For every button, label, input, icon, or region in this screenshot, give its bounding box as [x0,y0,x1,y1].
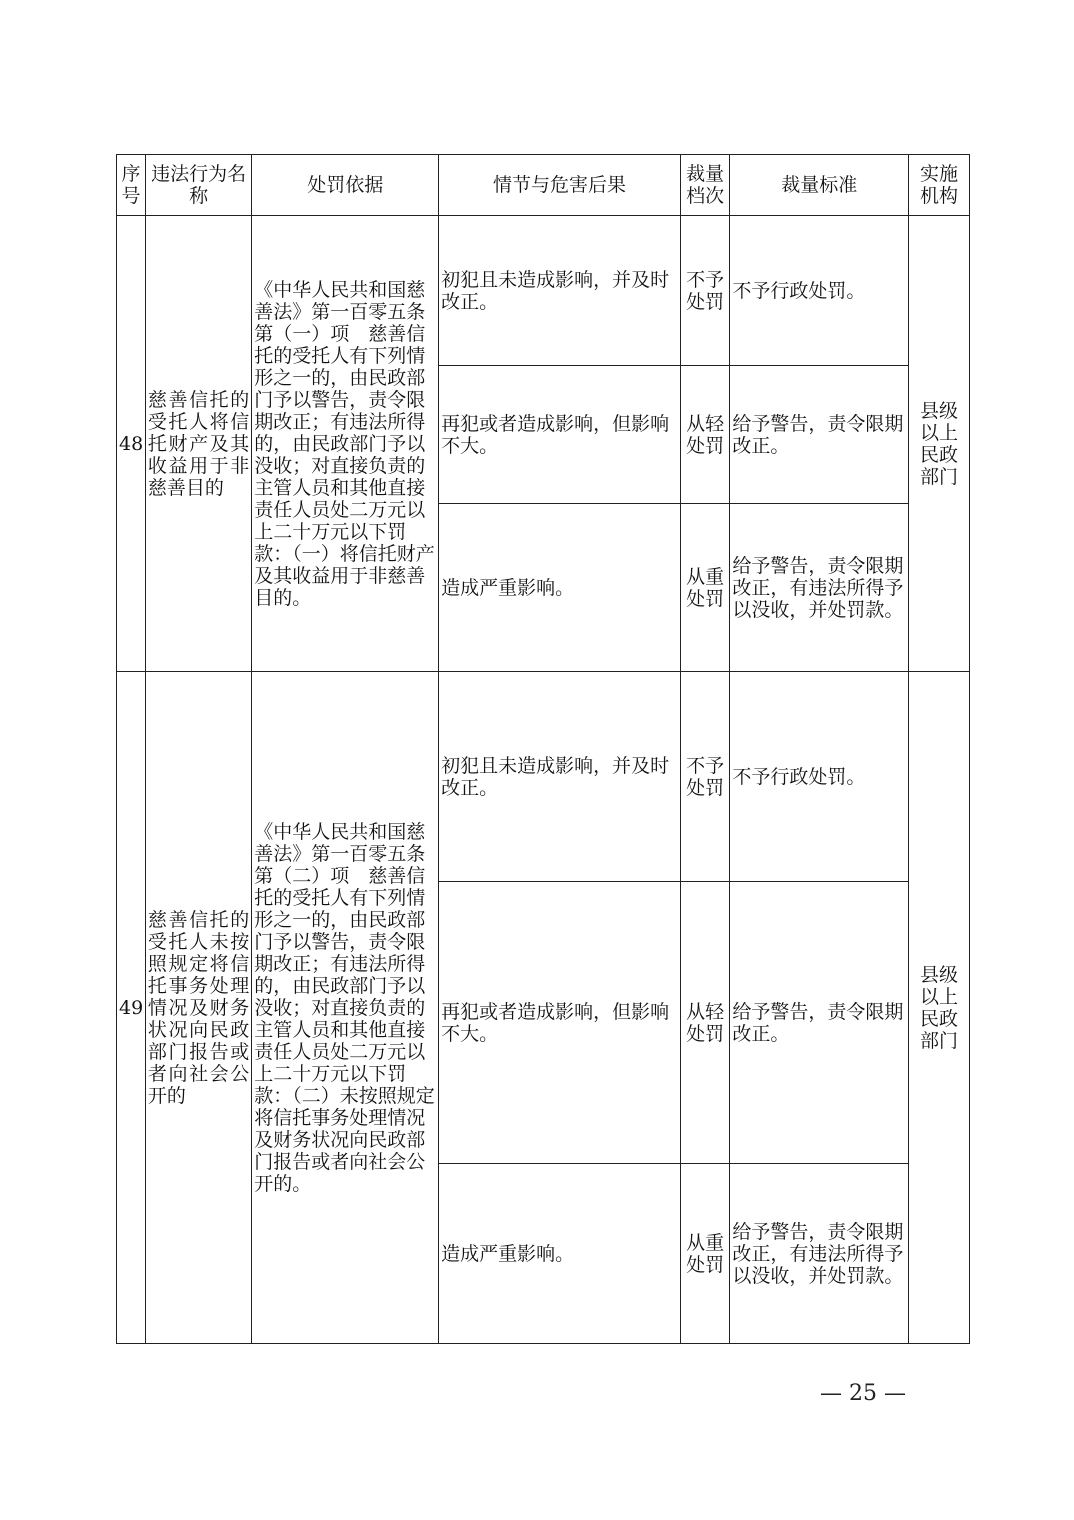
row-circumstance: 造成严重影响。 [439,1164,681,1344]
row-standard: 给予警告，责令限期改正。 [730,366,909,504]
row-level: 从重处罚 [680,504,730,672]
row-standard: 给予警告，责令限期改正。 [730,882,909,1164]
header-level: 裁量档次 [680,155,730,216]
row-level: 不予处罚 [680,672,730,882]
row-circumstance: 初犯且未造成影响，并及时改正。 [439,216,681,366]
header-org: 实施机构 [909,155,970,216]
row-circumstance: 造成严重影响。 [439,504,681,672]
row-level: 从重处罚 [680,1164,730,1344]
row-org: 县级以上民政部门 [909,672,970,1344]
row-standard: 给予警告，责令限期改正，有违法所得予以没收，并处罚款。 [730,1164,909,1344]
header-seq: 序号 [117,155,146,216]
header-basis: 处罚依据 [252,155,439,216]
header-circumstance: 情节与危害后果 [439,155,681,216]
header-name: 违法行为名称 [145,155,251,216]
row-violation-name: 慈善信托的受托人将信托财产及其收益用于非慈善目的 [145,216,251,672]
row-level: 从轻处罚 [680,882,730,1164]
header-standard: 裁量标准 [730,155,909,216]
row-level: 不予处罚 [680,216,730,366]
row-penalty-basis: 《中华人民共和国慈善法》第一百零五条第（一）项 慈善信托的受托人有下列情形之一的，由民政部门予以警告，责令限期改正；有违法所得的，由民政部门予以没收；对直接负责的主管人员和其他直接责任人员处二万元以上二十万元以下罚款：（一）将信托财产及其收益用于非慈善目的。 [252,216,439,672]
row-standard: 不予行政处罚。 [730,672,909,882]
row-level: 从轻处罚 [680,366,730,504]
table-row [117,216,970,366]
row-seq: 49 [117,672,146,1344]
penalty-discretion-table [116,154,970,1344]
row-circumstance: 再犯或者造成影响，但影响不大。 [439,366,681,504]
row-penalty-basis: 《中华人民共和国慈善法》第一百零五条第（二）项 慈善信托的受托人有下列情形之一的，由民政部门予以警告，责令限期改正；有违法所得的，由民政部门予以没收；对直接负责的主管人员和其他直接责任人员处二万元以上二十万元以下罚款：（二）未按照规定将信托事务处理情况及财务状况向民政部门报告或者向社会公开的。 [252,672,439,1344]
page-number: — 25 — [820,1381,906,1406]
row-seq: 48 [117,216,146,672]
table-row [117,672,970,882]
row-standard: 给予警告，责令限期改正，有违法所得予以没收，并处罚款。 [730,504,909,672]
table-header-row [117,155,970,216]
row-standard: 不予行政处罚。 [730,216,909,366]
row-violation-name: 慈善信托的受托人未按照规定将信托事务处理情况及财务状况向民政部门报告或者向社会公开的 [145,672,251,1344]
row-circumstance: 初犯且未造成影响，并及时改正。 [439,672,681,882]
row-org: 县级以上民政部门 [909,216,970,672]
row-circumstance: 再犯或者造成影响，但影响不大。 [439,882,681,1164]
